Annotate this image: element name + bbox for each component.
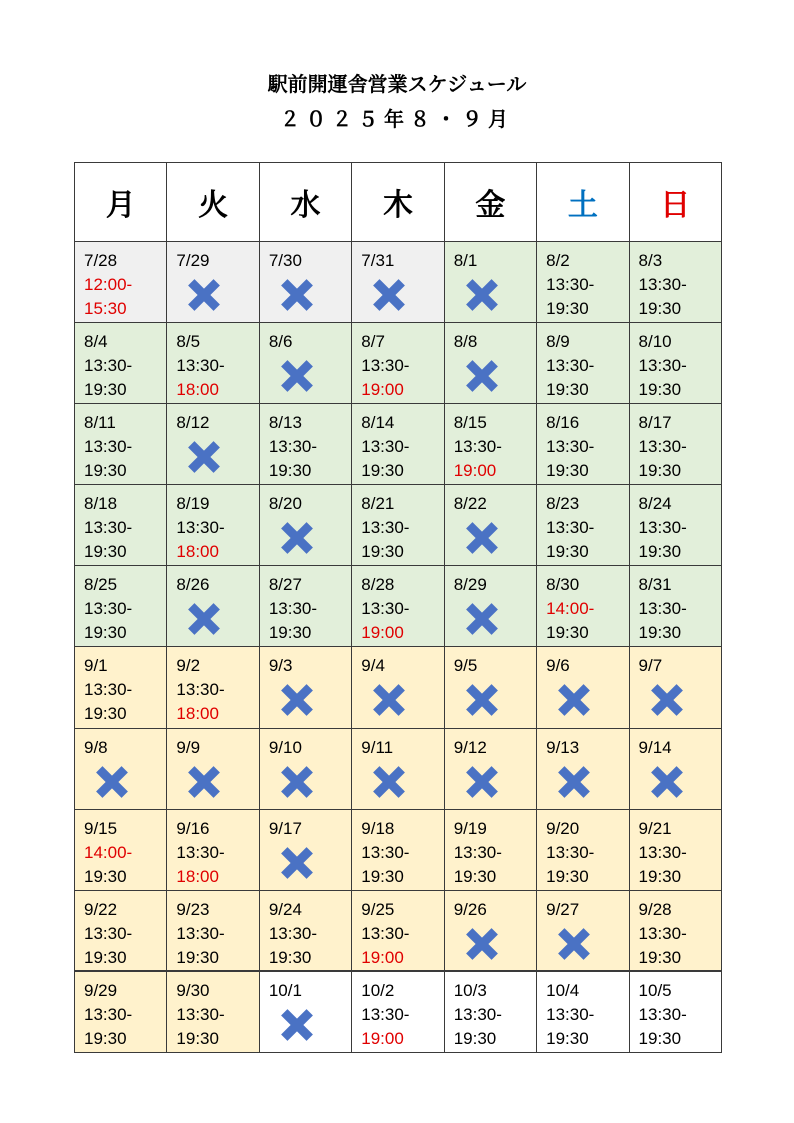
day-cell xyxy=(259,971,351,1052)
day-cell xyxy=(629,404,721,485)
hours-end: 19:30 xyxy=(268,947,312,967)
day-date: 8/15 xyxy=(453,413,487,433)
day-date: 9/19 xyxy=(453,818,487,838)
cross-mark-icon xyxy=(650,683,684,717)
hours-start: 13:30- xyxy=(453,842,502,862)
day-date: 8/16 xyxy=(546,413,580,433)
hours-start: 13:30- xyxy=(84,599,133,619)
day-cell xyxy=(629,566,721,647)
day-cell xyxy=(167,404,259,485)
hours-end: 19:30 xyxy=(361,461,404,481)
weekday-header: 火 xyxy=(167,163,259,242)
hours-end: 19:30 xyxy=(268,461,312,481)
hours-end: 19:30 xyxy=(638,1029,682,1049)
hours-start: 13:30- xyxy=(546,437,595,457)
day-date: 9/20 xyxy=(546,818,580,838)
cross-mark-icon xyxy=(280,359,314,393)
hours-end: 19:30 xyxy=(84,704,127,724)
day-date: 9/17 xyxy=(268,818,302,838)
hours-start: 13:30- xyxy=(176,1005,225,1025)
day-date: 8/12 xyxy=(176,413,210,433)
day-date: 10/4 xyxy=(546,981,580,1001)
day-cell xyxy=(259,890,351,971)
day-cell xyxy=(444,323,536,404)
page-title: 駅前開運舎営業スケジュール xyxy=(267,72,527,96)
day-cell xyxy=(259,728,351,809)
cross-mark-icon xyxy=(280,683,314,717)
hours-end: 19:30 xyxy=(84,1029,127,1049)
hours-end: 19:30 xyxy=(638,947,682,967)
hours-end: 19:30 xyxy=(361,542,404,562)
hours-end: 19:30 xyxy=(546,380,589,400)
week-row xyxy=(75,647,722,728)
hours-start: 13:30- xyxy=(453,1005,502,1025)
hours-end: 19:00 xyxy=(361,947,404,967)
hours-end: 18:00 xyxy=(176,704,219,724)
day-date: 9/22 xyxy=(84,899,118,919)
day-cell xyxy=(167,890,259,971)
day-date: 8/27 xyxy=(268,575,302,595)
hours-end: 19:30 xyxy=(638,461,682,481)
day-date: 9/27 xyxy=(546,899,580,919)
hours-start: 13:30- xyxy=(176,923,225,943)
hours-end: 19:30 xyxy=(84,866,127,886)
day-cell xyxy=(537,485,629,566)
day-cell xyxy=(444,404,536,485)
hours-end: 19:30 xyxy=(84,380,127,400)
day-date: 8/29 xyxy=(453,575,487,595)
day-cell xyxy=(444,890,536,971)
hours-end: 18:00 xyxy=(176,866,219,886)
cross-mark-icon xyxy=(465,927,499,961)
day-date: 8/6 xyxy=(268,332,293,352)
day-cell xyxy=(352,242,444,323)
day-cell xyxy=(537,971,629,1052)
hours-start: 13:30- xyxy=(361,1005,410,1025)
day-date: 8/19 xyxy=(176,494,210,514)
day-cell xyxy=(629,728,721,809)
weekday-header: 木 xyxy=(352,163,444,242)
hours-end: 19:00 xyxy=(361,380,404,400)
cross-mark-icon xyxy=(280,846,314,880)
day-cell xyxy=(75,890,167,971)
day-cell xyxy=(259,566,351,647)
day-date: 9/30 xyxy=(176,981,210,1001)
hours-start: 13:30- xyxy=(361,518,410,538)
day-date: 7/29 xyxy=(176,251,210,270)
day-cell xyxy=(75,971,167,1052)
hours-end: 19:30 xyxy=(84,947,127,967)
day-date: 9/23 xyxy=(176,899,210,919)
hours-start: 13:30- xyxy=(638,1005,687,1025)
cross-mark-icon xyxy=(187,765,221,799)
day-date: 7/31 xyxy=(361,251,395,270)
hours-end: 19:30 xyxy=(546,461,589,481)
day-cell xyxy=(444,242,536,323)
day-cell xyxy=(75,323,167,404)
day-date: 9/8 xyxy=(84,737,108,757)
hours-end: 19:00 xyxy=(361,623,404,643)
hours-start: 13:30- xyxy=(453,437,502,457)
cross-mark-icon xyxy=(372,683,406,717)
day-cell xyxy=(167,728,259,809)
day-date: 8/18 xyxy=(84,494,118,514)
cross-mark-icon xyxy=(280,521,314,555)
cross-mark-icon xyxy=(187,602,221,636)
hours-start: 13:30- xyxy=(268,437,318,457)
day-date: 8/8 xyxy=(453,332,478,352)
hours-start: 13:30- xyxy=(361,923,410,943)
hours-start: 13:30- xyxy=(176,842,225,862)
day-cell xyxy=(537,890,629,971)
hours-end: 19:30 xyxy=(638,542,682,562)
hours-end: 19:30 xyxy=(546,1029,589,1049)
day-date: 7/30 xyxy=(268,251,302,270)
day-date: 8/11 xyxy=(84,413,116,433)
hours-start: 13:30- xyxy=(84,356,133,376)
hours-start: 13:30- xyxy=(638,437,687,457)
day-date: 9/24 xyxy=(268,899,302,919)
day-date: 8/25 xyxy=(84,575,118,595)
schedule-table xyxy=(74,162,722,1053)
day-date: 8/21 xyxy=(361,494,395,514)
hours-end: 19:30 xyxy=(546,866,589,886)
hours-end: 19:30 xyxy=(268,623,312,643)
day-cell xyxy=(167,647,259,728)
day-cell xyxy=(444,971,536,1052)
hours-end: 18:00 xyxy=(176,380,219,400)
hours-start: 13:30- xyxy=(361,842,410,862)
day-date: 8/17 xyxy=(638,413,672,433)
day-cell xyxy=(259,647,351,728)
hours-start: 13:30- xyxy=(361,437,410,457)
hours-end: 19:30 xyxy=(453,1029,497,1049)
week-row xyxy=(75,242,722,323)
hours-end: 19:00 xyxy=(453,461,497,481)
hours-start: 14:00- xyxy=(546,599,595,619)
cross-mark-icon xyxy=(372,765,406,799)
day-cell xyxy=(75,728,167,809)
hours-end: 19:30 xyxy=(84,461,127,481)
day-cell xyxy=(259,404,351,485)
day-cell xyxy=(629,647,721,728)
weekday-header: 水 xyxy=(259,163,351,242)
hours-start: 13:30- xyxy=(638,275,687,294)
day-date: 9/21 xyxy=(638,818,672,838)
day-cell xyxy=(352,890,444,971)
day-cell xyxy=(352,404,444,485)
cross-mark-icon xyxy=(187,278,221,312)
day-date: 9/14 xyxy=(638,737,672,757)
day-date: 8/5 xyxy=(176,332,201,352)
day-cell xyxy=(444,485,536,566)
cross-mark-icon xyxy=(95,765,129,799)
day-date: 8/14 xyxy=(361,413,395,433)
day-cell xyxy=(444,566,536,647)
day-date: 8/22 xyxy=(453,494,487,514)
day-date: 8/2 xyxy=(546,251,570,270)
cross-mark-icon xyxy=(187,440,221,474)
day-date: 8/24 xyxy=(638,494,672,514)
hours-start: 13:30- xyxy=(84,437,133,457)
day-cell xyxy=(629,890,721,971)
cross-mark-icon xyxy=(465,683,499,717)
cross-mark-icon xyxy=(280,278,314,312)
day-date: 9/10 xyxy=(268,737,302,757)
day-cell xyxy=(537,566,629,647)
hours-start: 13:30- xyxy=(546,275,595,294)
day-cell xyxy=(537,809,629,890)
day-date: 10/2 xyxy=(361,981,395,1001)
hours-end: 19:30 xyxy=(546,623,589,643)
weekday-header-row xyxy=(75,163,722,242)
day-cell xyxy=(352,728,444,809)
day-cell xyxy=(352,809,444,890)
cross-mark-icon xyxy=(465,278,499,312)
week-row xyxy=(75,485,722,566)
day-cell xyxy=(75,647,167,728)
hours-end: 18:00 xyxy=(176,542,219,562)
day-cell xyxy=(629,809,721,890)
hours-start: 13:30- xyxy=(84,1005,133,1025)
day-cell xyxy=(444,647,536,728)
cross-mark-icon xyxy=(557,683,591,717)
day-date: 8/23 xyxy=(546,494,580,514)
day-cell xyxy=(259,809,351,890)
cross-mark-icon xyxy=(372,278,406,312)
day-cell xyxy=(629,971,721,1052)
day-date: 9/15 xyxy=(84,818,118,838)
cross-mark-icon xyxy=(280,765,314,799)
day-date: 10/3 xyxy=(453,981,487,1001)
hours-end: 19:30 xyxy=(84,623,127,643)
hours-start: 13:30- xyxy=(638,842,687,862)
hours-end: 19:00 xyxy=(361,1029,404,1049)
cross-mark-icon xyxy=(557,765,591,799)
hours-end: 19:30 xyxy=(84,542,127,562)
day-cell xyxy=(167,242,259,323)
day-cell xyxy=(629,323,721,404)
hours-start: 13:30- xyxy=(638,356,687,376)
day-date: 8/4 xyxy=(84,332,108,352)
hours-start: 13:30- xyxy=(546,356,595,376)
day-date: 9/2 xyxy=(176,656,201,676)
day-date: 8/31 xyxy=(638,575,672,595)
day-date: 9/11 xyxy=(361,737,394,757)
day-cell xyxy=(352,566,444,647)
day-cell xyxy=(167,566,259,647)
day-cell xyxy=(75,404,167,485)
day-date: 9/7 xyxy=(638,656,663,676)
day-date: 9/4 xyxy=(361,656,385,676)
day-date: 8/26 xyxy=(176,575,210,595)
day-cell xyxy=(352,971,444,1052)
cross-mark-icon xyxy=(465,765,499,799)
day-date: 9/6 xyxy=(546,656,570,676)
hours-start: 13:30- xyxy=(268,599,318,619)
weekday-header: 月 xyxy=(75,163,167,242)
day-date: 8/20 xyxy=(268,494,302,514)
day-date: 9/16 xyxy=(176,818,210,838)
week-row xyxy=(75,728,722,809)
day-date: 9/1 xyxy=(84,656,108,676)
hours-start: 13:30- xyxy=(361,356,410,376)
day-cell xyxy=(75,242,167,323)
hours-end: 19:30 xyxy=(546,299,589,318)
hours-start: 13:30- xyxy=(176,518,225,538)
day-date: 8/13 xyxy=(268,413,302,433)
day-cell xyxy=(352,647,444,728)
cross-mark-icon xyxy=(280,1008,314,1042)
cross-mark-icon xyxy=(465,602,499,636)
day-cell xyxy=(444,809,536,890)
day-date: 9/26 xyxy=(453,899,487,919)
day-cell xyxy=(629,485,721,566)
hours-start: 13:30- xyxy=(546,1005,595,1025)
weekday-header: 金 xyxy=(444,163,536,242)
hours-start: 13:30- xyxy=(176,356,225,376)
day-date: 9/12 xyxy=(453,737,487,757)
hours-end: 19:30 xyxy=(453,866,497,886)
hours-start: 13:30- xyxy=(546,518,595,538)
cross-mark-icon xyxy=(557,927,591,961)
hours-start: 13:30- xyxy=(638,599,687,619)
hours-start: 13:30- xyxy=(546,842,595,862)
day-cell xyxy=(259,242,351,323)
hours-start: 13:30- xyxy=(638,923,687,943)
hours-start: 13:30- xyxy=(84,923,133,943)
week-row xyxy=(75,566,722,647)
hours-start: 13:30- xyxy=(84,518,133,538)
hours-end: 19:30 xyxy=(638,299,682,318)
day-date: 9/25 xyxy=(361,899,395,919)
day-date: 8/28 xyxy=(361,575,395,595)
page-subtitle: ２０２５年８・９月 xyxy=(280,107,514,131)
hours-end: 19:30 xyxy=(638,866,682,886)
day-date: 9/3 xyxy=(268,656,293,676)
day-date: 8/3 xyxy=(638,251,663,270)
week-row xyxy=(75,890,722,971)
day-cell xyxy=(444,728,536,809)
day-cell xyxy=(167,323,259,404)
hours-end: 19:30 xyxy=(546,542,589,562)
week-row xyxy=(75,323,722,404)
day-date: 8/10 xyxy=(638,332,672,352)
week-row xyxy=(75,809,722,890)
hours-start: 13:30- xyxy=(361,599,410,619)
day-cell xyxy=(537,404,629,485)
day-date: 9/5 xyxy=(453,656,478,676)
day-cell xyxy=(629,242,721,323)
hours-start: 13:30- xyxy=(638,518,687,538)
day-date: 8/9 xyxy=(546,332,570,352)
schedule-body xyxy=(75,242,722,1053)
day-date: 9/28 xyxy=(638,899,672,919)
hours-end: 19:30 xyxy=(361,866,404,886)
day-date: 8/7 xyxy=(361,332,385,352)
day-cell xyxy=(537,242,629,323)
weekday-header: 日 xyxy=(629,163,721,242)
week-row xyxy=(75,971,722,1052)
cross-mark-icon xyxy=(650,765,684,799)
day-cell xyxy=(75,566,167,647)
day-cell xyxy=(167,809,259,890)
hours-end: 19:30 xyxy=(176,947,219,967)
week-row xyxy=(75,404,722,485)
day-date: 10/1 xyxy=(268,981,302,1001)
hours-end: 19:30 xyxy=(638,380,682,400)
day-cell xyxy=(167,971,259,1052)
day-date: 10/5 xyxy=(638,981,672,1001)
day-cell xyxy=(167,485,259,566)
day-cell xyxy=(75,485,167,566)
day-cell xyxy=(259,323,351,404)
hours-end: 19:30 xyxy=(176,1029,219,1049)
day-date: 7/28 xyxy=(84,251,118,270)
hours-start: 13:30- xyxy=(176,680,225,700)
hours-start: 13:30- xyxy=(84,680,133,700)
hours-start: 12:00- xyxy=(84,275,133,294)
day-cell xyxy=(352,485,444,566)
day-cell xyxy=(537,323,629,404)
hours-start: 14:00- xyxy=(84,842,133,862)
day-date: 8/30 xyxy=(546,575,580,595)
hours-end: 19:30 xyxy=(638,623,682,643)
day-cell xyxy=(352,323,444,404)
day-cell xyxy=(259,485,351,566)
day-date: 8/1 xyxy=(453,251,478,270)
day-cell xyxy=(537,728,629,809)
day-date: 9/13 xyxy=(546,737,580,757)
hours-start: 13:30- xyxy=(268,923,318,943)
day-date: 9/18 xyxy=(361,818,395,838)
day-date: 9/29 xyxy=(84,981,118,1001)
hours-end: 15:30 xyxy=(84,299,127,318)
cross-mark-icon xyxy=(465,359,499,393)
day-date: 9/9 xyxy=(176,737,201,757)
day-cell xyxy=(537,647,629,728)
weekday-header: 土 xyxy=(537,163,629,242)
cross-mark-icon xyxy=(465,521,499,555)
day-cell xyxy=(75,809,167,890)
